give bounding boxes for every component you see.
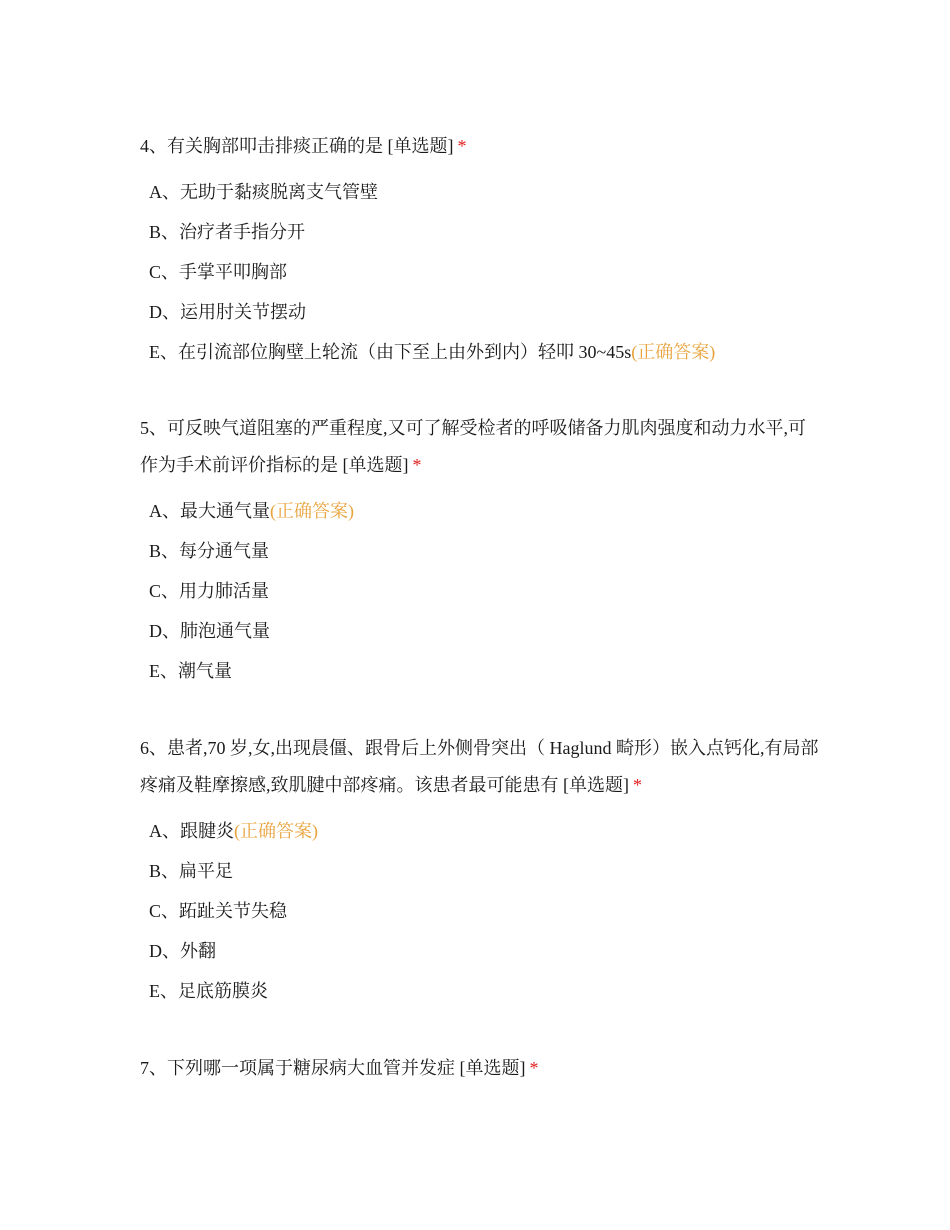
question-title [140,410,820,484]
option-text: E、足底筋膜炎 [149,981,268,1001]
question-7 [140,1050,820,1087]
option-c[interactable] [140,891,820,931]
option-c[interactable] [140,252,820,292]
option-a[interactable] [140,491,820,531]
option-text: D、外翻 [149,941,216,961]
option-list [140,491,820,691]
question-5 [140,410,820,691]
option-text: E、潮气量 [149,661,232,681]
required-mark: * [633,775,642,795]
correct-answer-label: (正确答案) [234,821,318,841]
required-mark: * [529,1058,539,1078]
question-title [140,730,820,804]
option-text: B、每分通气量 [149,541,270,561]
question-type: [单选题] [563,775,629,795]
required-mark: * [412,455,422,475]
option-e[interactable] [140,971,820,1011]
question-type: [单选题] [459,1058,526,1078]
option-b[interactable] [140,212,820,252]
option-c[interactable] [140,571,820,611]
option-text: A、无助于黏痰脱离支气管壁 [149,182,378,202]
question-text: 5、可反映气道阻塞的严重程度,又可了解受检者的呼吸储备力肌肉强度和动力水平,可作为手术前评价指标的是 [140,418,806,475]
option-b[interactable] [140,851,820,891]
option-text: B、治疗者手指分开 [149,222,306,242]
option-d[interactable] [140,931,820,971]
option-d[interactable] [140,292,820,332]
option-text: D、肺泡通气量 [149,621,270,641]
question-title [140,1050,820,1087]
option-a[interactable] [140,172,820,212]
option-text: B、扁平足 [149,861,234,881]
option-text: C、跖趾关节失稳 [149,901,288,921]
question-4 [140,128,820,372]
option-e[interactable] [140,332,820,372]
question-type: [单选题] [342,455,409,475]
question-text: 4、有关胸部叩击排痰正确的是 [140,136,383,156]
option-list [140,172,820,372]
question-text: 6、患者,70 岁,女,出现晨僵、跟骨后上外侧骨突出（ Haglund 畸形）嵌入点钙化,有局部疼痛及鞋摩擦感,致肌腱中部疼痛。该患者最可能患有 [140,738,819,795]
correct-answer-label: (正确答案) [631,342,716,362]
question-6 [140,730,820,1011]
option-text: A、跟腱炎 [149,821,234,841]
question-type: [单选题] [387,136,454,156]
option-text: C、用力肺活量 [149,581,270,601]
question-text: 7、下列哪一项属于糖尿病大血管并发症 [140,1058,455,1078]
option-e[interactable] [140,651,820,691]
option-a[interactable] [140,811,820,851]
option-b[interactable] [140,531,820,571]
option-text: D、运用肘关节摆动 [149,302,306,322]
option-text: A、最大通气量 [149,501,270,521]
option-list [140,811,820,1011]
correct-answer-label: (正确答案) [270,501,354,521]
option-text: E、在引流部位胸壁上轮流（由下至上由外到内）轻叩 30~45s [149,342,632,362]
option-d[interactable] [140,611,820,651]
question-title [140,128,820,165]
option-text: C、手掌平叩胸部 [149,262,288,282]
required-mark: * [457,136,467,156]
